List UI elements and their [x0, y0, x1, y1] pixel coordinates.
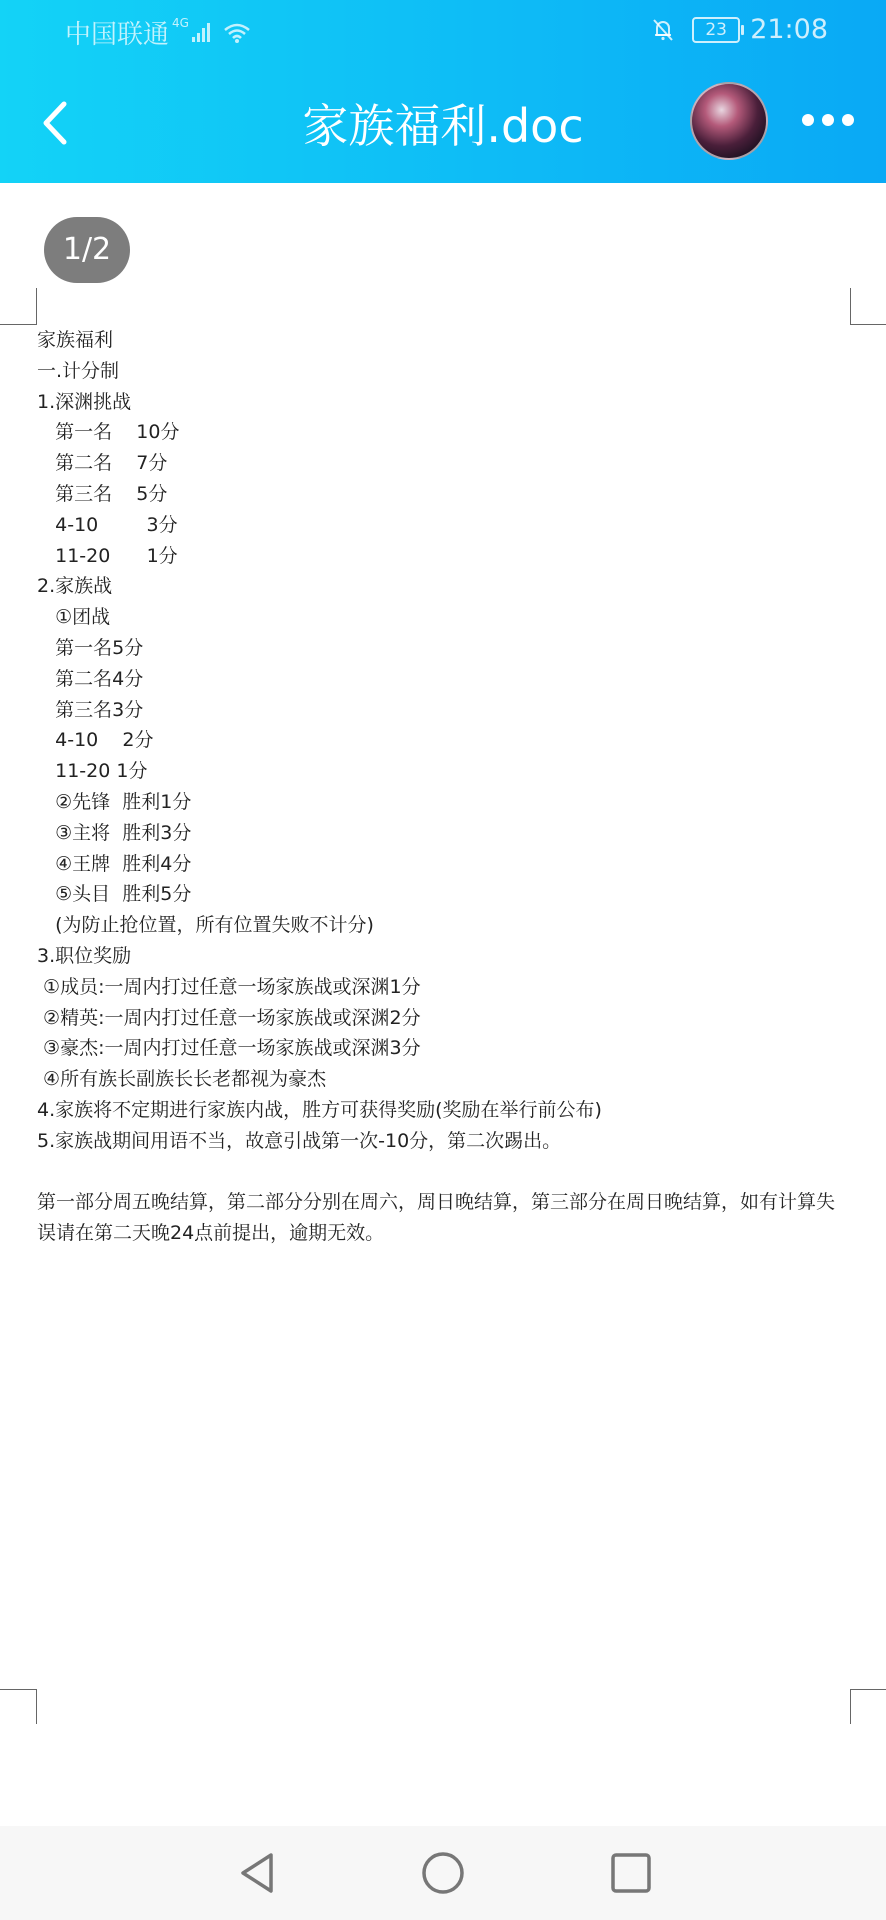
doc-footer-paragraph: 第一部分周五晚结算，第二部分分别在周六，周日晚结算，第三部分在周日晚结算，如有计算失误请在第二天晚24点前提出，逾期无效。 — [37, 1191, 836, 1245]
doc-line: 11-20 1分 — [37, 544, 178, 567]
nav-recents-icon[interactable] — [606, 1848, 656, 1898]
dot — [802, 114, 814, 126]
doc-line: ④所有族长副族长长老都视为豪杰 — [37, 1068, 327, 1091]
doc-line: ④王牌 胜利4分 — [37, 852, 192, 875]
wifi-icon — [223, 22, 251, 44]
dot — [842, 114, 854, 126]
status-bar — [0, 0, 886, 60]
doc-line: 5.家族战期间用语不当，故意引战第一次-10分，第二次踢出。 — [37, 1129, 562, 1152]
carrier-info — [65, 14, 251, 51]
battery-icon — [692, 17, 740, 43]
doc-line: 4-10 3分 — [37, 513, 178, 536]
doc-line: ②精英:一周内打过任意一场家族战或深渊2分 — [37, 1006, 421, 1029]
network-type: 4G — [172, 15, 189, 30]
doc-line: 第三名 5分 — [37, 482, 168, 505]
doc-line: 第一名 10分 — [37, 421, 180, 444]
doc-line: 第二名 7分 — [37, 452, 168, 475]
doc-line: ③主将 胜利3分 — [37, 821, 192, 844]
title-bar — [0, 60, 886, 183]
carrier-name: 中国联通 — [65, 20, 170, 50]
blank-line — [37, 1157, 847, 1188]
doc-line: 一.计分制 — [37, 359, 120, 382]
doc-line: 第三名3分 — [37, 698, 144, 721]
doc-line: ②先锋 胜利1分 — [37, 790, 192, 813]
doc-line: ①成员:一周内打过任意一场家族战或深渊1分 — [37, 975, 421, 998]
page-corner-mark — [0, 288, 37, 325]
doc-line: 4-10 2分 — [37, 729, 154, 752]
doc-line: ③豪杰:一周内打过任意一场家族战或深渊3分 — [37, 1037, 421, 1060]
page-corner-mark — [850, 288, 886, 325]
document-body — [37, 325, 847, 1249]
doc-line: 2.家族战 — [37, 575, 113, 598]
page-corner-mark — [850, 1689, 886, 1724]
page-indicator: 1/2 — [44, 217, 130, 283]
nav-home-icon[interactable] — [418, 1848, 468, 1898]
dot — [822, 114, 834, 126]
page-corner-mark — [0, 1689, 37, 1724]
doc-line: 3.职位奖励 — [37, 944, 132, 967]
doc-line: 1.深渊挑战 — [37, 390, 132, 413]
nav-back-icon[interactable] — [233, 1848, 283, 1898]
doc-line: 第二名4分 — [37, 667, 144, 690]
avatar[interactable] — [690, 82, 768, 160]
mute-bell-icon — [650, 17, 676, 43]
doc-heading: 家族福利 — [37, 329, 114, 351]
doc-line: 4.家族将不定期进行家族内战，胜方可获得奖励(奖励在举行前公布) — [37, 1098, 602, 1121]
document-title: 家族福利.doc — [302, 99, 584, 153]
system-navigation-bar — [0, 1826, 886, 1920]
doc-line: 11-20 1分 — [37, 760, 148, 783]
more-options-icon[interactable] — [802, 114, 854, 126]
back-arrow-icon[interactable] — [36, 98, 76, 148]
clock: 21:08 — [750, 14, 828, 45]
status-right — [650, 14, 828, 45]
battery-level: 23 — [705, 19, 727, 40]
doc-line: (为防止抢位置，所有位置失败不计分) — [37, 914, 374, 937]
doc-line: 第一名5分 — [37, 636, 144, 659]
app-header — [0, 0, 886, 183]
signal-icon — [191, 22, 213, 44]
doc-line: ⑤头目 胜利5分 — [37, 883, 192, 906]
doc-line: ①团战 — [37, 606, 111, 629]
